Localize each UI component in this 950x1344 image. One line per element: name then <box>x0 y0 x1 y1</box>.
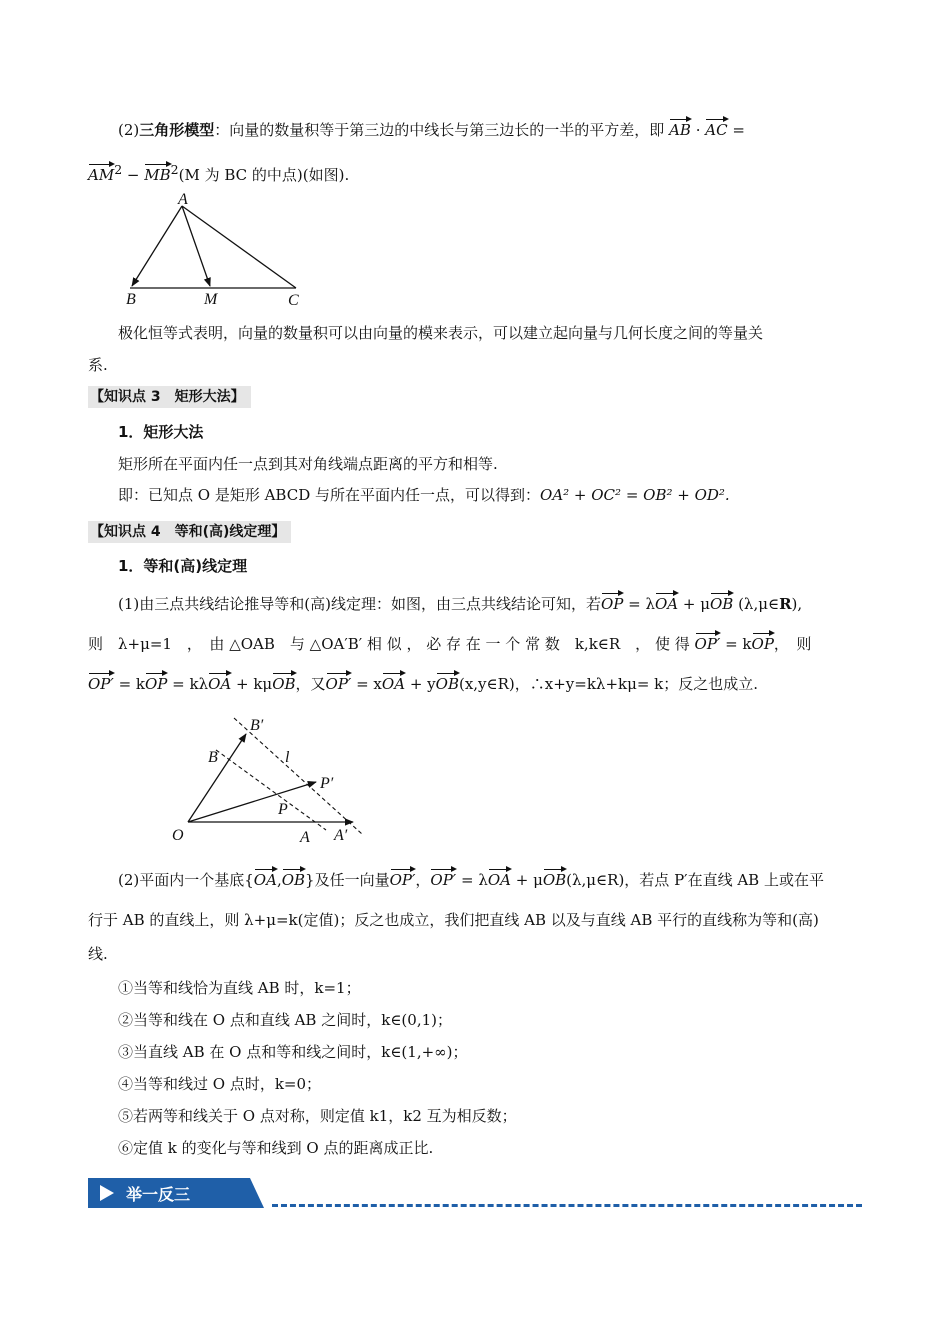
equal-sum-p3: OP′ = kOP = kλOA + kμOB，又OP′ = xOA + yOB(x,y∈R)，∴x+y=kλ+kμ= k；反之也成立. <box>88 672 758 694</box>
basis-p1: (2)平面内一个基底{OA,OB}及任一向量OP′，OP′ = λOA + μOB(λ,μ∈R)，若点 P′在直线 AB 上或在平 <box>118 868 824 890</box>
label-C: C <box>288 292 299 309</box>
triangle-model-line1: (2)三角形模型：向量的数量积等于第三边的中线长与第三边长的一半的平方差，即 AB · AC = <box>118 118 745 140</box>
label-A2: A <box>300 829 310 846</box>
rectangle-line1: 矩形所在平面内任一点到其对角线端点距离的平方和相等. <box>118 455 498 473</box>
label-A-prime: A′ <box>334 827 348 844</box>
polarization-line1: 极化恒等式表明，向量的数量积可以由向量的模来表示，可以建立起向量与几何长度之间的等量关 <box>118 324 764 342</box>
dashed-divider <box>272 1204 862 1207</box>
list-item: ⑥定值 k 的变化与等和线到 O 点的距离成正比. <box>118 1139 434 1157</box>
list-item: ④当等和线过 O 点时，k=0； <box>118 1075 322 1093</box>
label-P-prime: P′ <box>320 775 334 792</box>
label-B2: B <box>208 749 218 766</box>
list-item: ⑤若两等和线关于 O 点对称，则定值 k1，k2 互为相反数； <box>118 1107 517 1125</box>
polarization-line2: 系. <box>88 356 108 374</box>
label-B: B <box>126 291 136 308</box>
rectangle-heading: 1．矩形大法 <box>118 423 204 441</box>
equal-sum-figure <box>168 712 368 847</box>
knowledge-point-4-tag: 【知识点 4 等和(高)线定理】 <box>88 521 291 543</box>
label-B-prime: B′ <box>250 717 264 734</box>
rectangle-line2: 即：已知点 O 是矩形 ABCD 与所在平面内任一点，可以得到：OA² + OC² = OB² + OD². <box>118 486 730 504</box>
triangle-model-line2: $AM^2 - MB^2(M$ 为 BC 的中点)(如图). <box>88 162 350 184</box>
label-P: P <box>278 801 288 818</box>
list-item: ①当等和线恰为直线 AB 时，k=1； <box>118 979 361 997</box>
label-M: M <box>204 291 218 308</box>
list-item: ③当直线 AB 在 O 点和等和线之间时，k∈(1,+∞)； <box>118 1043 468 1061</box>
equal-sum-heading: 1．等和(高)线定理 <box>118 557 248 575</box>
equal-sum-p2: 则 λ+μ=1 ， 由 △OAB 与 △OA′B′ 相 似 ， 必 存 在 一 个 常 数 k,k∈R ， 使 得 OP′ = kOP， 则 <box>88 632 811 654</box>
basis-p2: 行于 AB 的直线上，则 λ+μ=k(定值)；反之也成立，我们把直线 AB 以及与直线 AB 平行的直线称为等和(高) <box>88 911 819 929</box>
banner-label: 举一反三 <box>126 1185 191 1204</box>
knowledge-point-3-tag: 【知识点 3 矩形大法】 <box>88 386 251 408</box>
list-item: ②当等和线在 O 点和直线 AB 之间时，k∈(0,1)； <box>118 1011 452 1029</box>
basis-p3: 线. <box>88 945 108 963</box>
label-A: A <box>178 191 188 208</box>
label-O: O <box>172 827 184 844</box>
triangle-figure <box>118 190 318 310</box>
label-l: l <box>285 749 290 766</box>
equal-sum-p1: (1)由三点共线结论推导等和(高)线定理：如图，由三点共线结论可知，若OP = λOA + μOB (λ,μ∈R), <box>118 592 802 614</box>
